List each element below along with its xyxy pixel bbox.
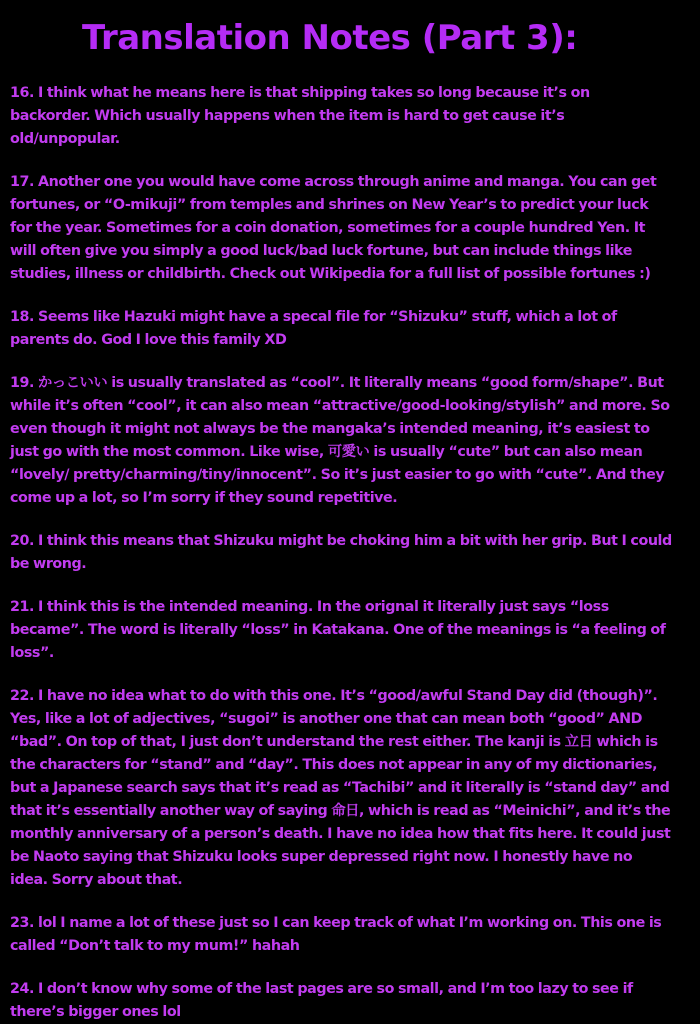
note-21: 21. I think this is the intended meaning. In the orignal it literally just says “loss became”. The word is literally “loss” in Katakana. One of the meanings is “a feeling of loss”. — [10, 599, 666, 661]
note-16: 16. I think what he means here is that shipping takes so long because it’s on backorder. Which usually happens when the item is hard to get cause it’s old/unpopular. — [10, 85, 590, 147]
note-18: 18. Seems like Hazuki might have a specal file for “Shizuku” stuff, which a lot of parents do. God I love this family XD — [10, 309, 617, 348]
page-title: Translation Notes (Part 3): — [82, 18, 578, 58]
note-23: 23. lol I name a lot of these just so I can keep track of what I’m working on. This one is called “Don’t talk to my mum!” hahah — [10, 915, 662, 954]
note-19: 19. かっこいい is usually translated as “cool”. It literally means “good form/shape”. But while it’s often “cool”, it can also mean “attractive/good-looking/stylish” and more. So even though it might not always be the mangaka’s intended meaning, it’s easiest to just go with the most common. Like wise, 可愛い is usually “cute” but can also mean “lovely/ pretty/charming/tiny/innocent”. So it’s just easier to go with “cute”. And they come up a lot, so I’m sorry if they sound repetitive. — [10, 375, 670, 506]
note-22: 22. I have no idea what to do with this one. It’s “good/awful Stand Day did (though)”. Yes, like a lot of adjectives, “sugoi” is another one that can mean both “good” AND “bad”. On top of that, I just don’t understand the rest either. The kanji is 立日 which is the characters for “stand” and “day”. This does not appear in any of my dictionaries, but a Japanese search says that it’s read as “Tachibi” and it literally is “stand day” and that it’s essentially another way of saying 命日, which is read as “Meinichi”, and it’s the monthly anniversary of a person’s death. I have no idea how that fits here. It could just be Naoto saying that Shizuku looks super depressed right now. I honestly have no idea. Sorry about that. — [10, 688, 671, 888]
note-24: 24. I don’t know why some of the last pages are so small, and I’m too lazy to see if there’s bigger ones lol — [10, 981, 633, 1020]
note-20: 20. I think this means that Shizuku might be choking him a bit with her grip. But I could be wrong. — [10, 533, 672, 572]
note-17: 17. Another one you would have come across through anime and manga. You can get fortunes, or “O-mikuji” from temples and shrines on New Year’s to predict your luck for the year. Sometimes for a coin donation, sometimes for a couple hundred Yen. It will often give you simply a good luck/bad luck fortune, but can include things like studies, illness or childbirth. Check out Wikipedia for a full list of possible fortunes :) — [10, 174, 657, 282]
